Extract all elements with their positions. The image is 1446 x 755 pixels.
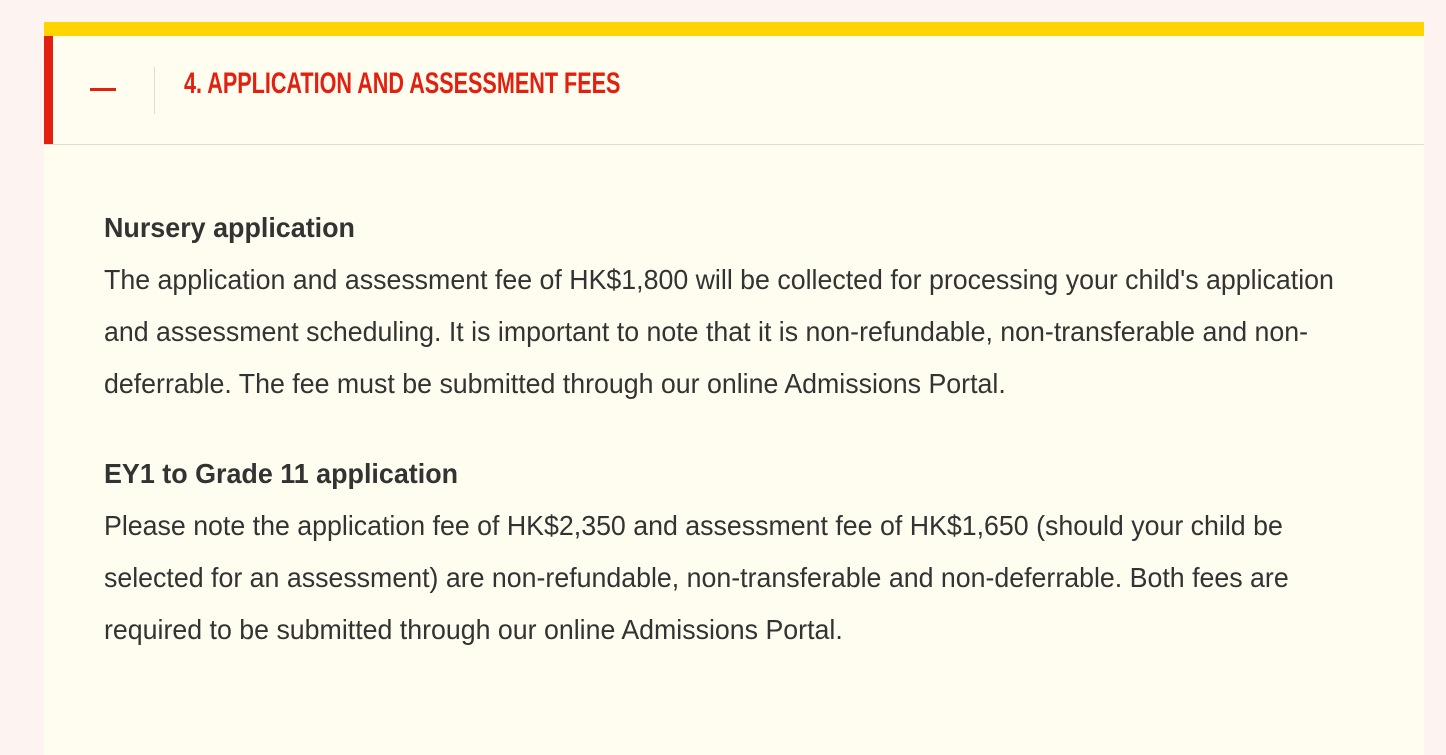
minus-icon[interactable]: [90, 88, 116, 91]
accordion-title: 4. APPLICATION AND ASSESSMENT FEES: [184, 67, 621, 100]
fees-accordion: [44, 22, 1424, 755]
ey1-grade11-section: [104, 448, 1364, 656]
section-text: The application and assessment fee of HK$1,800 will be collected for processing your child's application and assessment scheduling. It is important to note that it is non-refundable, non-transferable and non-deferrable. The fee must be submitted through our online Admissions Portal.: [104, 264, 1334, 399]
section-heading: EY1 to Grade 11 application: [104, 458, 459, 489]
header-accent-bar: [44, 36, 53, 144]
section-text: Please note the application fee of HK$2,350 and assessment fee of HK$1,650 (should your child be selected for an assessment) are non-refundable, non-transferable and non-deferrable. Both fees are required to be submitted through our online Admissions Portal.: [104, 510, 1289, 645]
accordion-top-bar: [44, 22, 1424, 36]
header-divider: [154, 67, 155, 114]
accordion-panel: [104, 202, 1364, 694]
nursery-section: [104, 202, 1364, 410]
section-heading: Nursery application: [104, 212, 355, 243]
accordion-header[interactable]: [44, 36, 1424, 145]
